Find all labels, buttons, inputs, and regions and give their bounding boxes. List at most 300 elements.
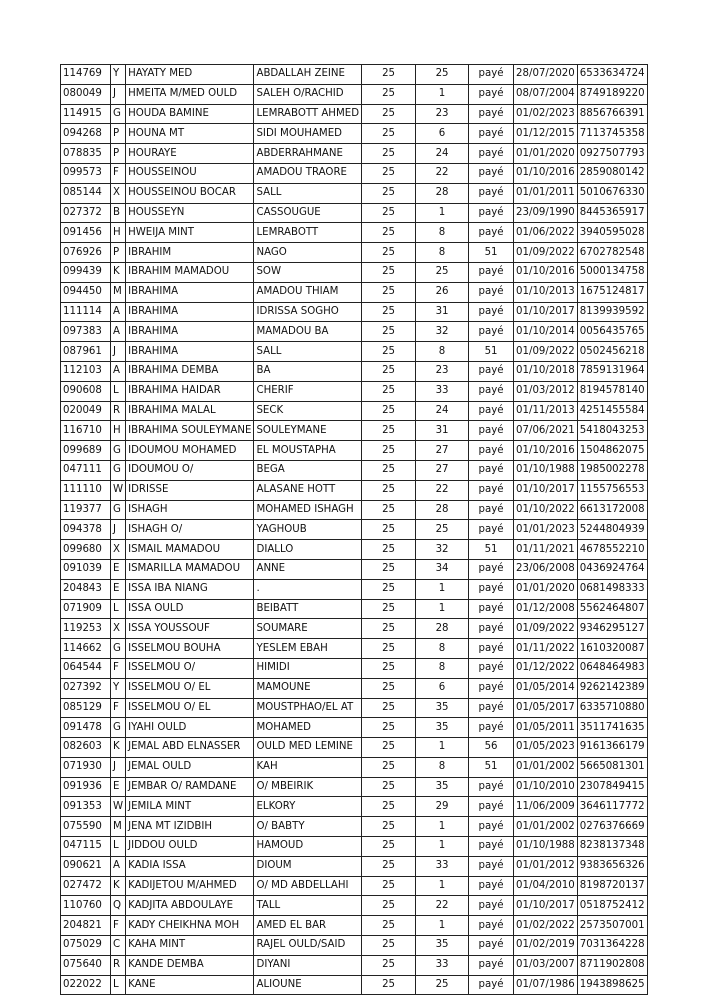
last-name-cell: SOUMARE (254, 619, 362, 639)
first-name-cell: IBRAHIM MAMADOU (126, 262, 254, 282)
date-cell: 01/01/2020 (514, 144, 578, 164)
count-a-cell: 25 (362, 619, 416, 639)
date-cell: 01/10/2016 (514, 163, 578, 183)
first-name-cell: HMEITA M/MED OULD (126, 84, 254, 104)
table-row (61, 678, 648, 698)
id-cell: 047115 (61, 837, 111, 857)
count-b-cell: 8 (416, 223, 469, 243)
count-b-cell: 25 (416, 262, 469, 282)
id-cell: 027472 (61, 876, 111, 896)
id-cell: 094268 (61, 124, 111, 144)
count-a-cell: 25 (362, 144, 416, 164)
status-cell: payé (469, 144, 514, 164)
date-cell: 01/01/2011 (514, 183, 578, 203)
number-cell: 1504862075 (577, 441, 647, 461)
id-cell: 099573 (61, 163, 111, 183)
id-cell: 094450 (61, 282, 111, 302)
last-name-cell: HAMOUD (254, 837, 362, 857)
last-name-cell: AMADOU TRAORE (254, 163, 362, 183)
id-cell: 204821 (61, 916, 111, 936)
letter-cell: X (111, 183, 126, 203)
count-b-cell: 28 (416, 183, 469, 203)
table-row (61, 540, 648, 560)
status-cell: payé (469, 460, 514, 480)
id-cell: 064544 (61, 658, 111, 678)
number-cell: 3511741635 (577, 718, 647, 738)
status-cell: payé (469, 441, 514, 461)
date-cell: 08/07/2004 (514, 84, 578, 104)
number-cell: 1675124817 (577, 282, 647, 302)
first-name-cell: HWEIJA MINT (126, 223, 254, 243)
date-cell: 23/09/1990 (514, 203, 578, 223)
count-a-cell: 25 (362, 84, 416, 104)
id-cell: 071909 (61, 599, 111, 619)
last-name-cell: SALEH O/RACHID (254, 84, 362, 104)
first-name-cell: IBRAHIMA (126, 282, 254, 302)
first-name-cell: ISSA OULD (126, 599, 254, 619)
status-cell: payé (469, 559, 514, 579)
status-cell: payé (469, 777, 514, 797)
id-cell: 119253 (61, 619, 111, 639)
first-name-cell: IDRISSE (126, 480, 254, 500)
letter-cell: X (111, 540, 126, 560)
table-row (61, 203, 648, 223)
table-row (61, 619, 648, 639)
letter-cell: M (111, 282, 126, 302)
date-cell: 01/10/2014 (514, 322, 578, 342)
status-cell: payé (469, 104, 514, 124)
count-a-cell: 25 (362, 856, 416, 876)
count-b-cell: 31 (416, 421, 469, 441)
date-cell: 01/10/2017 (514, 480, 578, 500)
status-cell: payé (469, 203, 514, 223)
last-name-cell: SIDI MOUHAMED (254, 124, 362, 144)
last-name-cell: ABDALLAH ZEINE (254, 65, 362, 85)
date-cell: 01/10/1988 (514, 460, 578, 480)
date-cell: 01/12/2015 (514, 124, 578, 144)
date-cell: 01/01/2023 (514, 520, 578, 540)
last-name-cell: MOHAMED (254, 718, 362, 738)
date-cell: 01/12/2022 (514, 658, 578, 678)
number-cell: 8194578140 (577, 381, 647, 401)
number-cell: 4678552210 (577, 540, 647, 560)
date-cell: 01/05/2014 (514, 678, 578, 698)
id-cell: 116710 (61, 421, 111, 441)
letter-cell: F (111, 658, 126, 678)
date-cell: 01/02/2019 (514, 936, 578, 956)
table-row (61, 837, 648, 857)
last-name-cell: SOW (254, 262, 362, 282)
letter-cell: L (111, 599, 126, 619)
number-cell: 9346295127 (577, 619, 647, 639)
count-a-cell: 25 (362, 163, 416, 183)
id-cell: 110760 (61, 896, 111, 916)
number-cell: 7031364228 (577, 936, 647, 956)
last-name-cell: SALL (254, 342, 362, 362)
id-cell: 111114 (61, 302, 111, 322)
count-a-cell: 25 (362, 777, 416, 797)
count-b-cell: 32 (416, 322, 469, 342)
first-name-cell: IYAHI OULD (126, 718, 254, 738)
table-row (61, 361, 648, 381)
number-cell: 0518752412 (577, 896, 647, 916)
count-b-cell: 34 (416, 559, 469, 579)
last-name-cell: DIALLO (254, 540, 362, 560)
id-cell: 204843 (61, 579, 111, 599)
letter-cell: A (111, 856, 126, 876)
table-row (61, 500, 648, 520)
count-a-cell: 25 (362, 678, 416, 698)
first-name-cell: IBRAHIM (126, 243, 254, 263)
status-cell: payé (469, 322, 514, 342)
table-row (61, 698, 648, 718)
table-row (61, 936, 648, 956)
count-a-cell: 25 (362, 104, 416, 124)
count-a-cell: 25 (362, 738, 416, 758)
table-row (61, 777, 648, 797)
count-b-cell: 8 (416, 658, 469, 678)
letter-cell: F (111, 698, 126, 718)
letter-cell: H (111, 421, 126, 441)
first-name-cell: IBRAHIMA (126, 342, 254, 362)
table-row (61, 401, 648, 421)
last-name-cell: ABDERRAHMANE (254, 144, 362, 164)
first-name-cell: ISSELMOU O/ EL (126, 698, 254, 718)
count-b-cell: 1 (416, 837, 469, 857)
table-row (61, 381, 648, 401)
status-cell: payé (469, 500, 514, 520)
table-row (61, 738, 648, 758)
id-cell: 087961 (61, 342, 111, 362)
count-a-cell: 25 (362, 421, 416, 441)
number-cell: 3646117772 (577, 797, 647, 817)
count-a-cell: 25 (362, 876, 416, 896)
count-a-cell: 25 (362, 203, 416, 223)
status-cell: payé (469, 975, 514, 995)
status-cell: payé (469, 520, 514, 540)
number-cell: 0502456218 (577, 342, 647, 362)
status-cell: payé (469, 302, 514, 322)
table-row (61, 856, 648, 876)
status-cell: 51 (469, 342, 514, 362)
count-a-cell: 25 (362, 975, 416, 995)
number-cell: 8711902808 (577, 955, 647, 975)
last-name-cell: IDRISSA SOGHO (254, 302, 362, 322)
first-name-cell: IBRAHIMA MALAL (126, 401, 254, 421)
first-name-cell: JEMBAR O/ RAMDANE (126, 777, 254, 797)
id-cell: 075029 (61, 936, 111, 956)
count-a-cell: 25 (362, 322, 416, 342)
status-cell: payé (469, 480, 514, 500)
table-row (61, 322, 648, 342)
status-cell: payé (469, 579, 514, 599)
status-cell: 51 (469, 757, 514, 777)
count-a-cell: 25 (362, 282, 416, 302)
last-name-cell: DIYANI (254, 955, 362, 975)
number-cell: 0681498333 (577, 579, 647, 599)
date-cell: 01/10/1988 (514, 837, 578, 857)
number-cell: 5010676330 (577, 183, 647, 203)
count-b-cell: 32 (416, 540, 469, 560)
letter-cell: X (111, 619, 126, 639)
count-a-cell: 25 (362, 639, 416, 659)
id-cell: 119377 (61, 500, 111, 520)
count-b-cell: 27 (416, 460, 469, 480)
id-cell: 099439 (61, 262, 111, 282)
last-name-cell: KAH (254, 757, 362, 777)
table-row (61, 896, 648, 916)
first-name-cell: KADJITA ABDOULAYE (126, 896, 254, 916)
table-row (61, 243, 648, 263)
status-cell: payé (469, 718, 514, 738)
count-b-cell: 25 (416, 975, 469, 995)
first-name-cell: ISMAIL MAMADOU (126, 540, 254, 560)
number-cell: 6702782548 (577, 243, 647, 263)
count-b-cell: 1 (416, 738, 469, 758)
letter-cell: C (111, 936, 126, 956)
count-b-cell: 35 (416, 777, 469, 797)
letter-cell: M (111, 817, 126, 837)
first-name-cell: ISSA IBA NIANG (126, 579, 254, 599)
date-cell: 01/01/2002 (514, 757, 578, 777)
count-b-cell: 8 (416, 243, 469, 263)
records-table-body (61, 65, 648, 995)
date-cell: 01/09/2022 (514, 243, 578, 263)
number-cell: 8238137348 (577, 837, 647, 857)
last-name-cell: TALL (254, 896, 362, 916)
count-b-cell: 33 (416, 955, 469, 975)
id-cell: 090621 (61, 856, 111, 876)
number-cell: 9161366179 (577, 738, 647, 758)
count-a-cell: 25 (362, 243, 416, 263)
count-a-cell: 25 (362, 797, 416, 817)
first-name-cell: HOUDA BAMINE (126, 104, 254, 124)
table-row (61, 223, 648, 243)
letter-cell: G (111, 639, 126, 659)
letter-cell: J (111, 757, 126, 777)
number-cell: 9383656326 (577, 856, 647, 876)
last-name-cell: OULD MED LEMINE (254, 738, 362, 758)
date-cell: 01/10/2016 (514, 441, 578, 461)
last-name-cell: AMADOU THIAM (254, 282, 362, 302)
date-cell: 01/10/2013 (514, 282, 578, 302)
id-cell: 022022 (61, 975, 111, 995)
table-row (61, 916, 648, 936)
id-cell: 085129 (61, 698, 111, 718)
number-cell: 8749189220 (577, 84, 647, 104)
letter-cell: E (111, 777, 126, 797)
count-b-cell: 26 (416, 282, 469, 302)
first-name-cell: ISSELMOU O/ (126, 658, 254, 678)
last-name-cell: YAGHOUB (254, 520, 362, 540)
last-name-cell: ANNE (254, 559, 362, 579)
count-a-cell: 25 (362, 65, 416, 85)
table-row (61, 460, 648, 480)
first-name-cell: HOUNA MT (126, 124, 254, 144)
date-cell: 01/03/2007 (514, 955, 578, 975)
count-b-cell: 24 (416, 401, 469, 421)
status-cell: payé (469, 797, 514, 817)
letter-cell: L (111, 975, 126, 995)
number-cell: 6613172008 (577, 500, 647, 520)
last-name-cell: SOULEYMANE (254, 421, 362, 441)
status-cell: payé (469, 856, 514, 876)
status-cell: payé (469, 223, 514, 243)
first-name-cell: ISSELMOU O/ EL (126, 678, 254, 698)
last-name-cell: O/ MBEIRIK (254, 777, 362, 797)
count-a-cell: 25 (362, 540, 416, 560)
table-row (61, 302, 648, 322)
count-a-cell: 25 (362, 658, 416, 678)
table-row (61, 421, 648, 441)
count-b-cell: 6 (416, 124, 469, 144)
id-cell: 027372 (61, 203, 111, 223)
count-a-cell: 25 (362, 520, 416, 540)
last-name-cell: CHERIF (254, 381, 362, 401)
last-name-cell: MOHAMED ISHAGH (254, 500, 362, 520)
table-row (61, 124, 648, 144)
id-cell: 027392 (61, 678, 111, 698)
date-cell: 01/05/2023 (514, 738, 578, 758)
date-cell: 01/11/2021 (514, 540, 578, 560)
count-b-cell: 35 (416, 718, 469, 738)
table-row (61, 579, 648, 599)
letter-cell: W (111, 480, 126, 500)
table-row (61, 955, 648, 975)
number-cell: 1943898625 (577, 975, 647, 995)
date-cell: 01/01/2012 (514, 856, 578, 876)
number-cell: 1985002278 (577, 460, 647, 480)
table-row (61, 163, 648, 183)
count-b-cell: 33 (416, 856, 469, 876)
status-cell: payé (469, 262, 514, 282)
count-a-cell: 25 (362, 480, 416, 500)
number-cell: 0436924764 (577, 559, 647, 579)
status-cell: payé (469, 639, 514, 659)
id-cell: 114769 (61, 65, 111, 85)
table-row (61, 65, 648, 85)
letter-cell: J (111, 520, 126, 540)
id-cell: 078835 (61, 144, 111, 164)
count-a-cell: 25 (362, 183, 416, 203)
id-cell: 085144 (61, 183, 111, 203)
first-name-cell: KANDE DEMBA (126, 955, 254, 975)
count-a-cell: 25 (362, 579, 416, 599)
letter-cell: F (111, 163, 126, 183)
number-cell: 5244804939 (577, 520, 647, 540)
first-name-cell: ISHAGH O/ (126, 520, 254, 540)
date-cell: 28/07/2020 (514, 65, 578, 85)
first-name-cell: HOURAYE (126, 144, 254, 164)
number-cell: 2573507001 (577, 916, 647, 936)
number-cell: 7859131964 (577, 361, 647, 381)
letter-cell: R (111, 955, 126, 975)
count-a-cell: 25 (362, 757, 416, 777)
last-name-cell: YESLEM EBAH (254, 639, 362, 659)
letter-cell: K (111, 262, 126, 282)
count-a-cell: 25 (362, 559, 416, 579)
table-row (61, 639, 648, 659)
status-cell: 56 (469, 738, 514, 758)
count-a-cell: 25 (362, 441, 416, 461)
id-cell: 091456 (61, 223, 111, 243)
count-b-cell: 25 (416, 520, 469, 540)
date-cell: 01/04/2010 (514, 876, 578, 896)
number-cell: 5562464807 (577, 599, 647, 619)
table-row (61, 262, 648, 282)
count-b-cell: 1 (416, 599, 469, 619)
count-a-cell: 25 (362, 302, 416, 322)
last-name-cell: NAGO (254, 243, 362, 263)
table-row (61, 757, 648, 777)
first-name-cell: IBRAHIMA (126, 302, 254, 322)
table-row (61, 559, 648, 579)
count-a-cell: 25 (362, 817, 416, 837)
date-cell: 01/09/2022 (514, 342, 578, 362)
count-b-cell: 8 (416, 757, 469, 777)
status-cell: 51 (469, 243, 514, 263)
count-a-cell: 25 (362, 460, 416, 480)
first-name-cell: KADY CHEIKHNA MOH (126, 916, 254, 936)
date-cell: 01/01/2002 (514, 817, 578, 837)
number-cell: 5418043253 (577, 421, 647, 441)
date-cell: 01/05/2011 (514, 718, 578, 738)
status-cell: payé (469, 817, 514, 837)
letter-cell: P (111, 243, 126, 263)
date-cell: 01/01/2020 (514, 579, 578, 599)
first-name-cell: JEMAL ABD ELNASSER (126, 738, 254, 758)
status-cell: payé (469, 421, 514, 441)
number-cell: 5000134758 (577, 262, 647, 282)
date-cell: 01/02/2023 (514, 104, 578, 124)
number-cell: 6533634724 (577, 65, 647, 85)
status-cell: payé (469, 401, 514, 421)
date-cell: 01/10/2016 (514, 262, 578, 282)
count-a-cell: 25 (362, 916, 416, 936)
letter-cell: G (111, 718, 126, 738)
number-cell: 2859080142 (577, 163, 647, 183)
last-name-cell: RAJEL OULD/SAID (254, 936, 362, 956)
number-cell: 9262142389 (577, 678, 647, 698)
count-a-cell: 25 (362, 500, 416, 520)
status-cell: payé (469, 599, 514, 619)
id-cell: 047111 (61, 460, 111, 480)
table-row (61, 876, 648, 896)
status-cell: payé (469, 124, 514, 144)
count-a-cell: 25 (362, 718, 416, 738)
first-name-cell: HOUSSEINOU (126, 163, 254, 183)
count-b-cell: 1 (416, 817, 469, 837)
number-cell: 0648464983 (577, 658, 647, 678)
status-cell: payé (469, 698, 514, 718)
count-a-cell: 25 (362, 599, 416, 619)
table-row (61, 975, 648, 995)
number-cell: 5665081301 (577, 757, 647, 777)
table-row (61, 144, 648, 164)
date-cell: 01/12/2008 (514, 599, 578, 619)
number-cell: 1610320087 (577, 639, 647, 659)
number-cell: 8198720137 (577, 876, 647, 896)
number-cell: 0056435765 (577, 322, 647, 342)
table-row (61, 520, 648, 540)
count-b-cell: 1 (416, 84, 469, 104)
status-cell: payé (469, 876, 514, 896)
count-a-cell: 25 (362, 896, 416, 916)
number-cell: 8139939592 (577, 302, 647, 322)
first-name-cell: IDOUMOU O/ (126, 460, 254, 480)
id-cell: 090608 (61, 381, 111, 401)
status-cell: payé (469, 381, 514, 401)
